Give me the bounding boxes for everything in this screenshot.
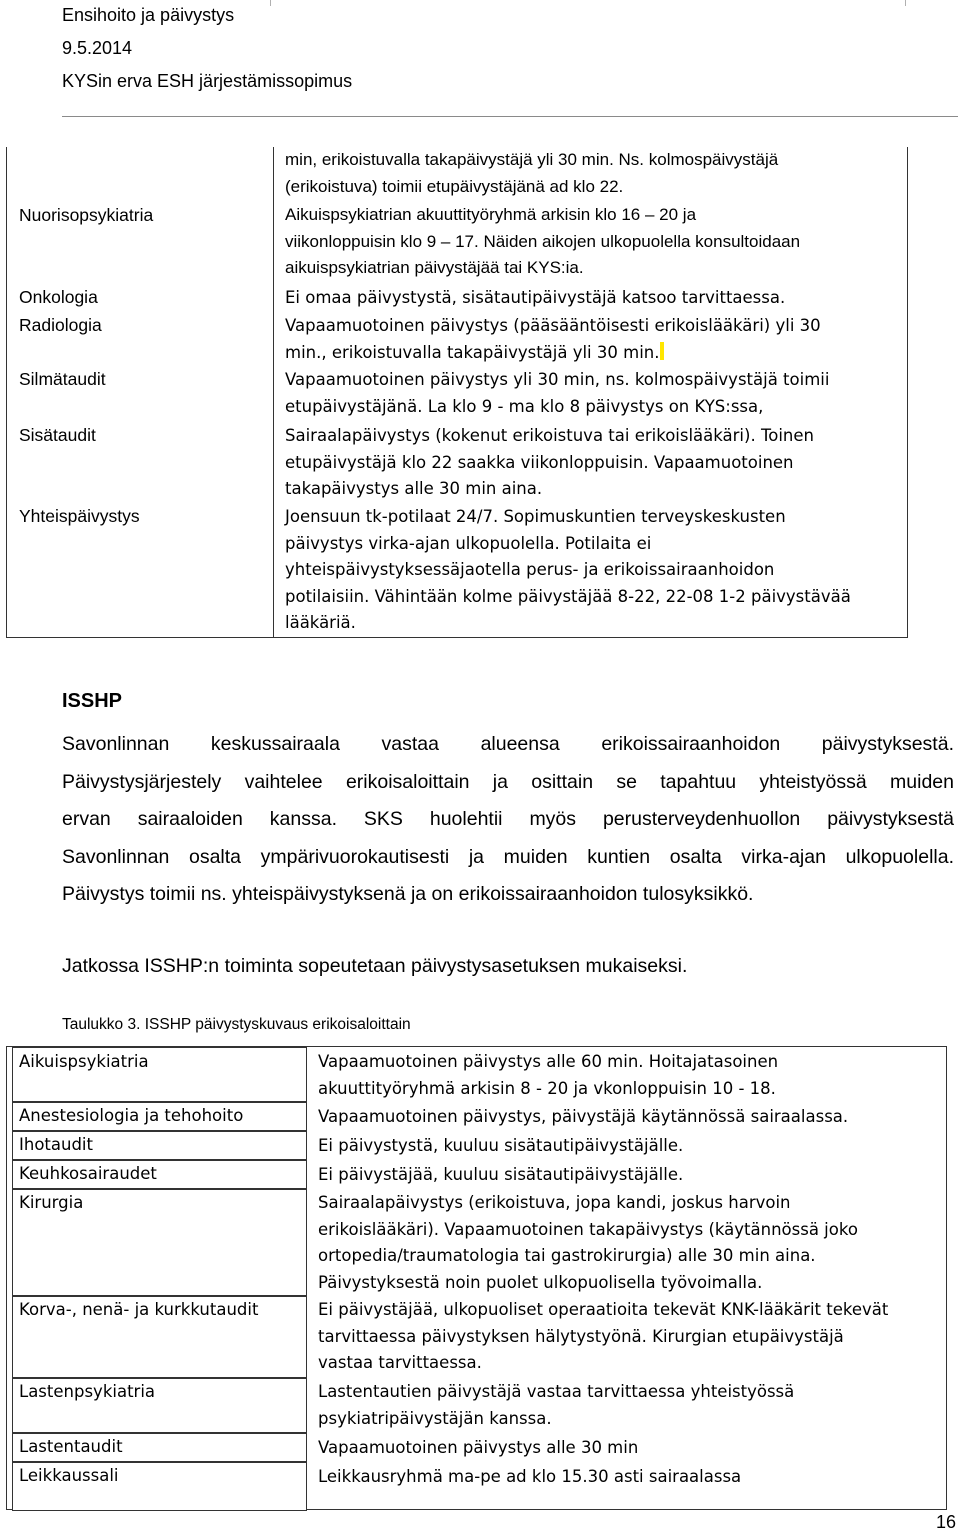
document-title: Ensihoito ja päivystys bbox=[62, 5, 235, 25]
table-cell-intro: min, erikoistuvalla takapäivystäjä yli 30 min. Ns. kolmospäivystäjä (erikoistuva) toimii etupäivystäjänä ad klo 22. bbox=[285, 150, 779, 196]
table-row-label: Silmätaudit bbox=[19, 369, 106, 389]
table-row-label: Lastenpsykiatria bbox=[19, 1382, 156, 1401]
table-caption: Taulukko 3. ISSHP päivystyskuvaus erikoisaloittain bbox=[62, 1016, 411, 1033]
table-cell-value: Joensuun tk-potilaat 24/7. Sopimuskuntien terveyskeskusten päivystys virka-ajan ulkopuolella. Potilaita ei yhteispäivystyksessäjaotella perus- ja erikoissairaanhoidon potilaisiin. Vähintään kolme päivystäjää 8-22, 22-08 1-2 päivystävää lääkäriä. bbox=[285, 507, 851, 632]
table-row-label: Yhteispäivystys bbox=[19, 506, 140, 526]
table-row-label: Ihotaudit bbox=[19, 1135, 93, 1154]
table-cell-value: Sairaalapäivystys (erikoistuva, jopa kandi, joskus harvoin erikoislääkäri). Vapaamuotoinen takapäivystys (käytännössä joko ortopedia/traumatologia tai gastrokirurgia) alle 30 min aina. Päivystyksestä noin puolet ulkopuolisella työvoimalla. bbox=[318, 1193, 858, 1292]
table-row-label: Onkologia bbox=[19, 287, 98, 307]
table-cell-value: Vapaamuotoinen päivystys yli 30 min, ns. kolmospäivystäjä toimii etupäivystäjänä. La klo 9 - ma klo 8 päivystys on KYS:ssa, bbox=[285, 370, 830, 416]
header-rule bbox=[62, 116, 958, 117]
table-row-label: Kirurgia bbox=[19, 1193, 84, 1212]
table-row-label: Keuhkosairaudet bbox=[19, 1164, 157, 1183]
table-cell-value: Leikkausryhmä ma-pe ad klo 15.30 asti sairaalassa bbox=[318, 1467, 742, 1486]
table-row-label: Leikkaussali bbox=[19, 1466, 119, 1485]
table-row-label: Lastentaudit bbox=[19, 1437, 123, 1456]
table-cell-value: Vapaamuotoinen päivystys, päivystäjä käytännössä sairaalassa. bbox=[318, 1107, 849, 1126]
table-kys-continuation bbox=[6, 147, 908, 638]
section-heading: ISSHP bbox=[62, 690, 123, 712]
page-number: 16 bbox=[935, 1512, 956, 1532]
section-paragraph: Savonlinnan keskussairaala vastaa alueensa erikoissairaanhoidon päivystyksestä. Päivystysjärjestely vaihtelee erikoisaloittain ja osittain se tapahtuu yhteistyössä muiden ervan sairaaloiden kanssa. SKS huolehtii myös perusterveydenhuollon päivystyksestä Savonlinnan osalta ympärivuorokautisesti ja muiden kuntien osalta virka-ajan ulkopuolella. Päivystys toimii ns. yhteispäivystyksenä ja on erikoissairaanhoidon tulosyksikkö. bbox=[62, 733, 954, 906]
table-row-label: Korva-, nenä- ja kurkkutaudit bbox=[19, 1300, 259, 1319]
table-row-label: Nuorisopsykiatria bbox=[19, 205, 154, 225]
section-paragraph-2: Jatkossa ISSHP:n toiminta sopeutetaan päivystysasetuksen mukaiseksi. bbox=[62, 955, 688, 977]
document-date: 9.5.2014 bbox=[62, 38, 133, 58]
table-row-label: Anestesiologia ja tehohoito bbox=[19, 1106, 244, 1125]
highlight-mark bbox=[660, 342, 664, 360]
table-cell-value: Sairaalapäivystys (kokenut erikoistuva tai erikoislääkäri). Toinen etupäivystäjä klo 22 saakka viikonloppuisin. Vapaamuotoinen takapäivystys alle 30 min aina. bbox=[285, 426, 814, 498]
table-row-label: Radiologia bbox=[19, 315, 102, 335]
table-cell-value: Lastentautien päivystäjä vastaa tarvittaessa yhteistyössä psykiatripäivystäjän kanssa. bbox=[318, 1382, 795, 1428]
table-cell-value: Ei omaa päivystystä, sisätautipäivystäjä katsoo tarvittaessa. bbox=[285, 288, 786, 307]
column-divider bbox=[273, 147, 274, 637]
table-isshp bbox=[6, 1046, 947, 1510]
table-cell-value: Ei päivystäjää, ulkopuoliset operaatioita tekevät KNK-lääkärit tekevät tarvittaessa päivystyksen hälytystyönä. Kirurgian etupäivystäjä vastaa tarvittaessa. bbox=[318, 1300, 889, 1372]
table-cell-value: Ei päivystystä, kuuluu sisätautipäivystäjälle. bbox=[318, 1136, 684, 1155]
table-cell-value: Vapaamuotoinen päivystys alle 30 min bbox=[318, 1438, 639, 1457]
table-cell-value: Ei päivystäjää, kuuluu sisätautipäivystäjälle. bbox=[318, 1165, 684, 1184]
table-cell-value: Vapaamuotoinen päivystys (pääsääntöisesti erikoislääkäri) yli 30 min., erikoistuvalla takapäivystäjä yli 30 min. bbox=[285, 316, 821, 362]
table-row-label: Aikuispsykiatria bbox=[19, 1052, 149, 1071]
document-subtitle: KYSin erva ESH järjestämissopimus bbox=[62, 71, 353, 91]
table-cell-value: Vapaamuotoinen päivystys alle 60 min. Hoitajatasoinen akuuttityöryhmä arkisin 8 - 20 ja vkonloppuisin 10 - 18. bbox=[318, 1052, 779, 1098]
table-cell-value: Aikuispsykiatrian akuuttityöryhmä arkisin klo 16 – 20 ja viikonloppuisin klo 9 – 17. Näiden aikojen ulkopuolella konsultoidaan aikuispsykiatrian päivystäjää tai KYS:ia. bbox=[285, 205, 801, 277]
table-row-label: Sisätaudit bbox=[19, 425, 96, 445]
